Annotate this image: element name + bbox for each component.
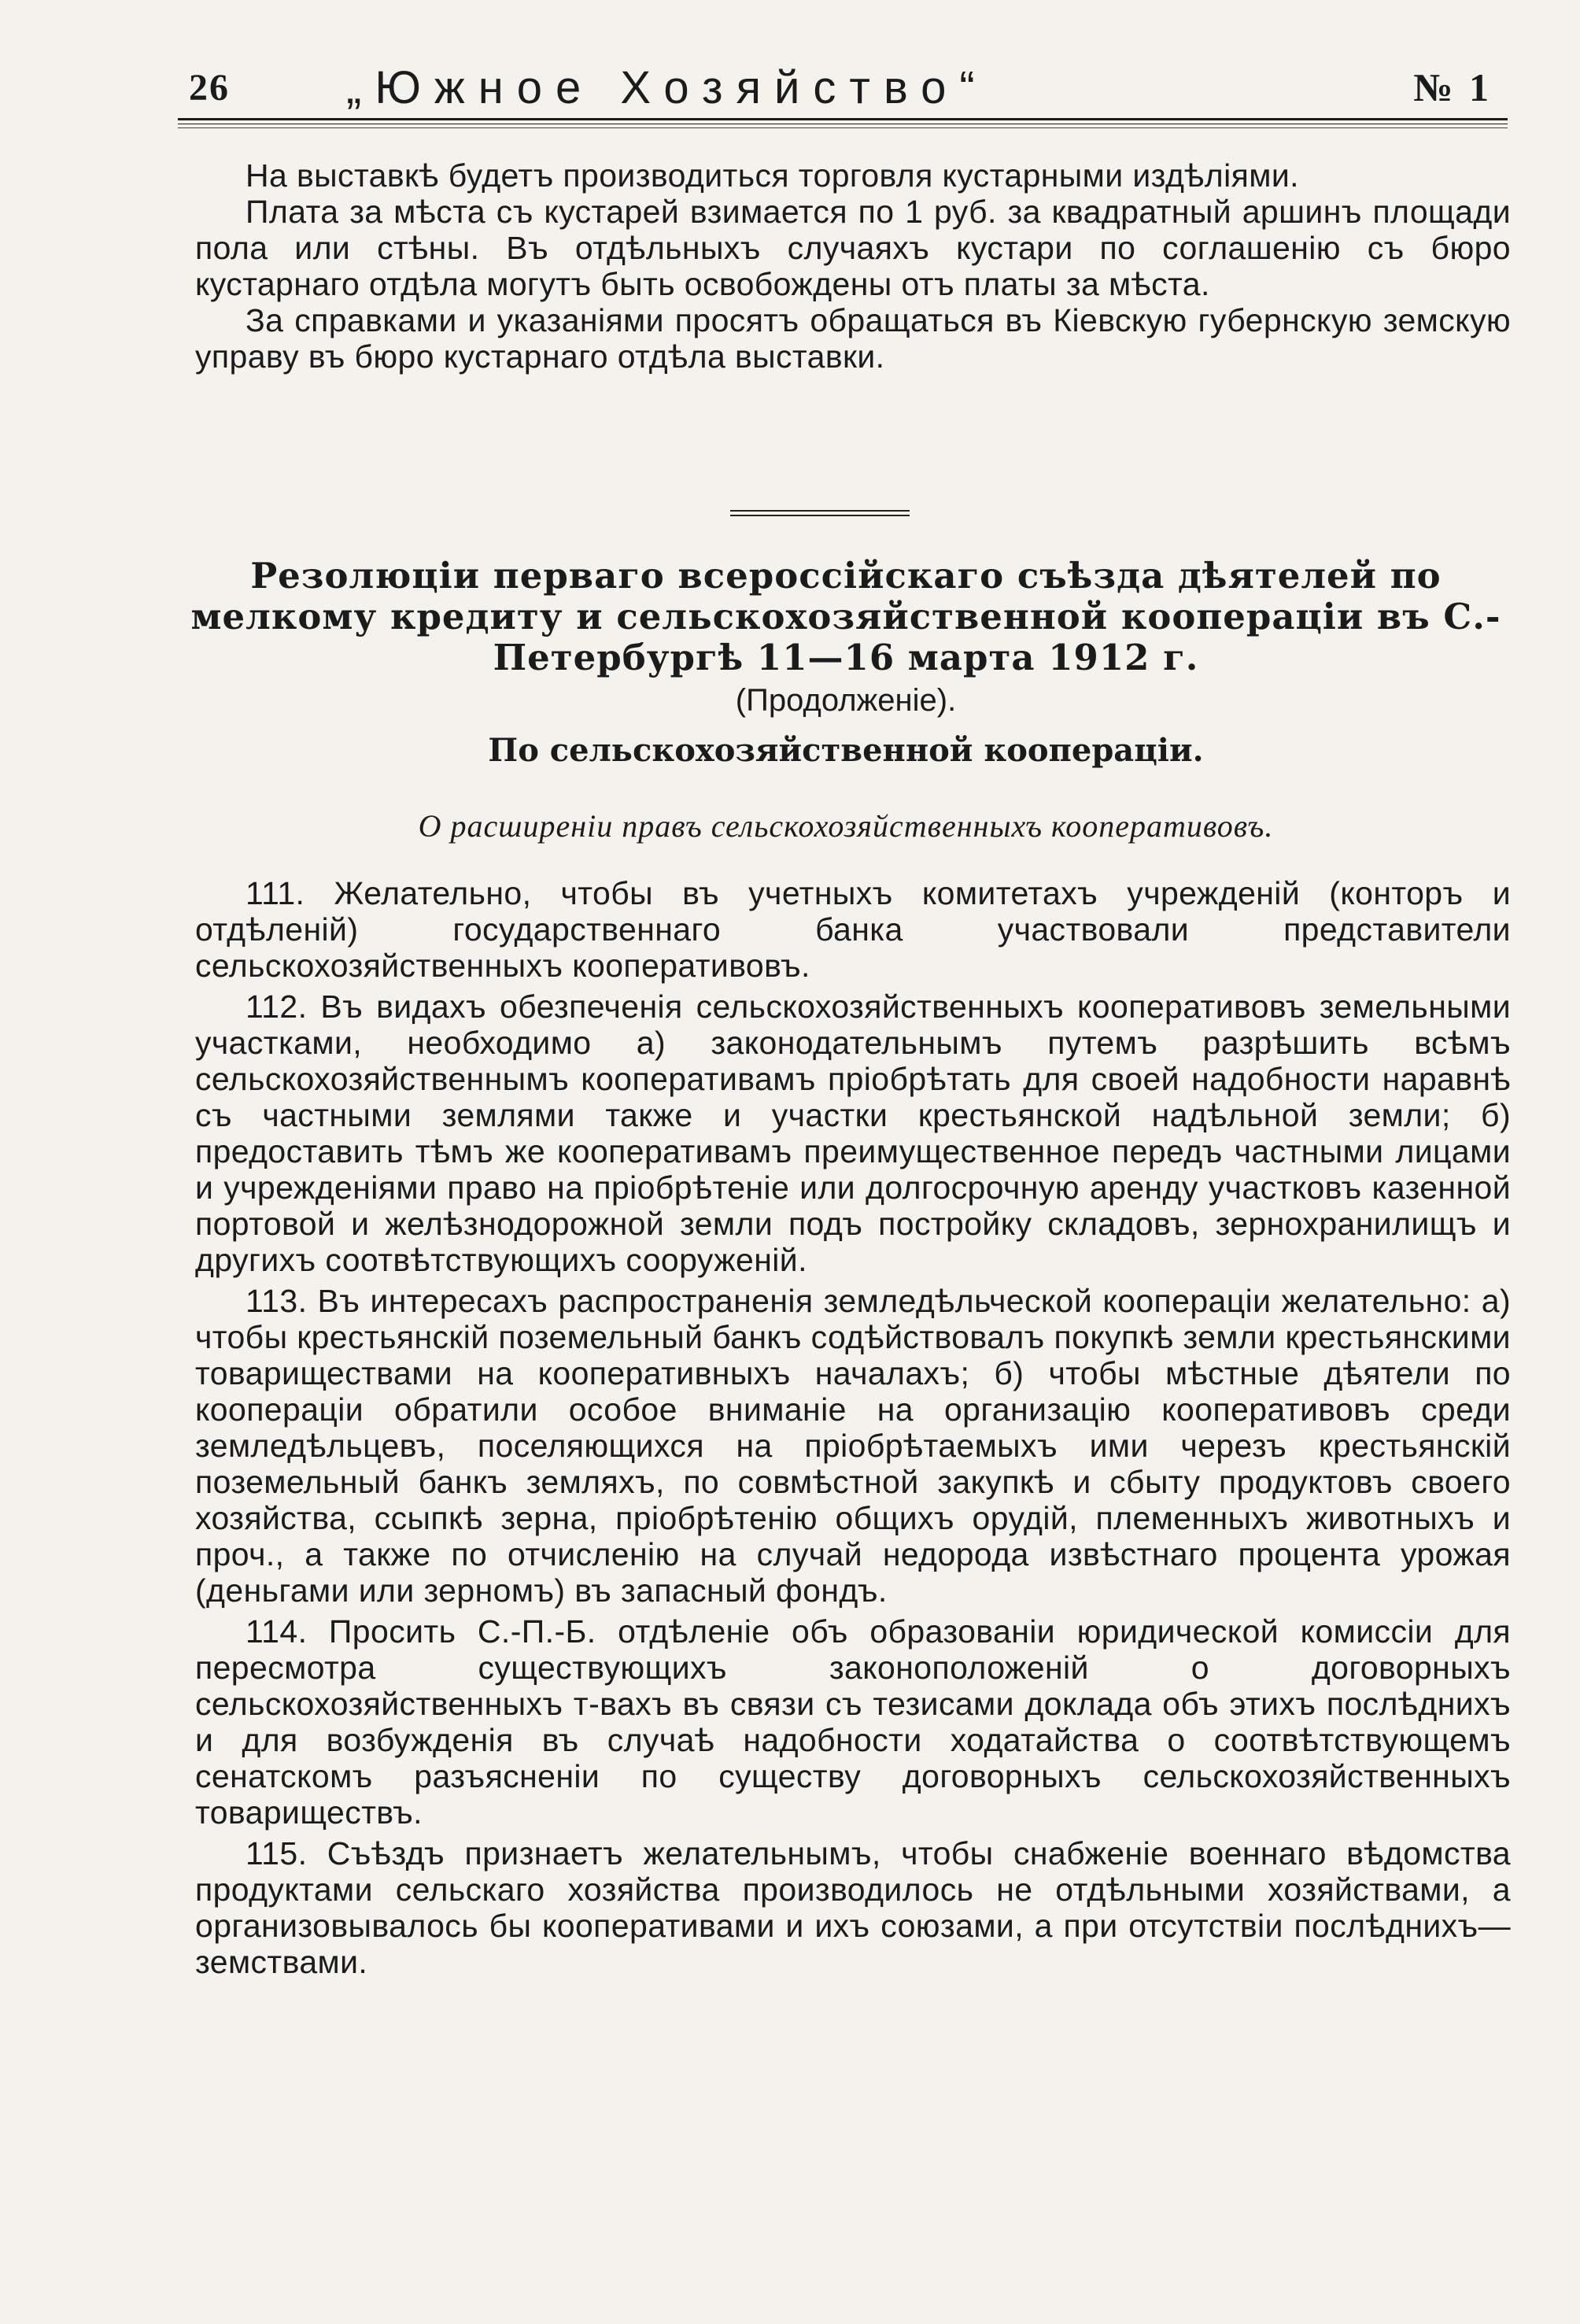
journal-title: „Южное Хозяйство“ xyxy=(346,62,988,113)
header-rule-thin xyxy=(178,127,1508,128)
running-header xyxy=(189,61,1503,113)
section-heading: По сельскохозяйственной коопераціи. xyxy=(488,732,1204,769)
header-rule xyxy=(178,118,1508,124)
resolution-item: 113. Въ интересахъ распространенія земледѣльческой коопераціи желательно: а) чтобы крестьянскій поземельный банкъ содѣйствовалъ покупкѣ земли крестьянскими товариществами на кооперативныхъ началахъ; б) чтобы мѣстные дѣятели по коопераціи обратили особое вниманіе на организацію кооперативовъ среди земледѣльцевъ, поселяющихся на пріобрѣтаемыхъ ими черезъ крестьянскій поземельный банкъ земляхъ, по совмѣстной закупкѣ и сбыту продуктовъ своего хозяйства, ссыпкѣ зерна, пріобрѣтенію общихъ орудій, племенныхъ животныхъ и проч., а также по отчисленію на случай недорода извѣстнаго процента урожая (деньгами или зерномъ) въ запасный фондъ. xyxy=(195,1283,1511,1609)
article-title: Резолюціи перваго всероссійскаго съѣзда дѣятелей по мелкому кредиту и сельскохозяйственной коопераціи въ С.-Петербургѣ 11—16 марта 1912 г. xyxy=(190,555,1501,678)
intro-paragraph: На выставкѣ будетъ производиться торговля кустарными издѣліями. xyxy=(245,157,1299,194)
subsection-heading: О расширеніи правъ сельскохозяйственныхъ кооперативовъ. xyxy=(418,808,1274,844)
page-number: 26 xyxy=(189,67,230,109)
continuation-note: (Продолженіе). xyxy=(735,683,957,718)
resolution-item: 115. Съѣздъ признаетъ желательнымъ, чтобы снабженіе военнаго вѣдомства продуктами сельскаго хозяйства производилось не отдѣльными хозяйствами, а организовывалось бы кооперативами и ихъ союзами, а при отсутствіи послѣднихъ—земствами. xyxy=(195,1835,1511,1980)
intro-text xyxy=(195,157,1511,375)
issue-number: № 1 xyxy=(1413,65,1492,109)
resolution-item: 112. Въ видахъ обезпеченія сельскохозяйственныхъ кооперативовъ земельными участками, необходимо а) законодательнымъ путемъ разрѣшить всѣмъ сельскохозяйственнымъ кооперативамъ пріобрѣтать для своей надобности наравнѣ съ частными землями также и участки крестьянской надѣльной земли; б) предоставить тѣмъ же кооперативамъ преимущественное передъ частными лицами и учрежденіями право на пріобрѣтеніе или долгосрочную аренду участковъ казенной портовой и желѣзнодорожной земли подъ постройку складовъ, зернохранилищъ и другихъ соотвѣтствующихъ сооруженій. xyxy=(195,988,1511,1278)
intro-paragraph: За справками и указаніями просятъ обращаться въ Кіевскую губернскую земскую управу въ бюро кустарнаго отдѣла выставки. xyxy=(195,302,1511,375)
resolution-item: 111. Желательно, чтобы въ учетныхъ комитетахъ учрежденій (конторъ и отдѣленій) государственнаго банка участвовали представители сельскохозяйственныхъ кооперативовъ. xyxy=(195,875,1511,984)
intro-paragraph: Плата за мѣста съ кустарей взимается по 1 руб. за квадратный аршинъ площади пола или стѣны. Въ отдѣльныхъ случаяхъ кустари по соглашенію съ бюро кустарнаго отдѣла могутъ быть освобождены отъ платы за мѣста. xyxy=(195,194,1511,302)
resolutions-text xyxy=(195,875,1511,1980)
section-separator xyxy=(730,510,910,516)
resolution-item: 114. Просить С.-П.-Б. отдѣленіе объ образованіи юридической комиссіи для пересмотра существующихъ законоположеній о договорныхъ сельскохозяйственныхъ т-вахъ въ связи съ тезисами доклада объ этихъ послѣднихъ и для возбужденія въ случаѣ надобности ходатайства о соотвѣтствующемъ сенатскомъ разъясненіи по существу договорныхъ сельскохозяйственныхъ товариществъ. xyxy=(195,1613,1511,1831)
